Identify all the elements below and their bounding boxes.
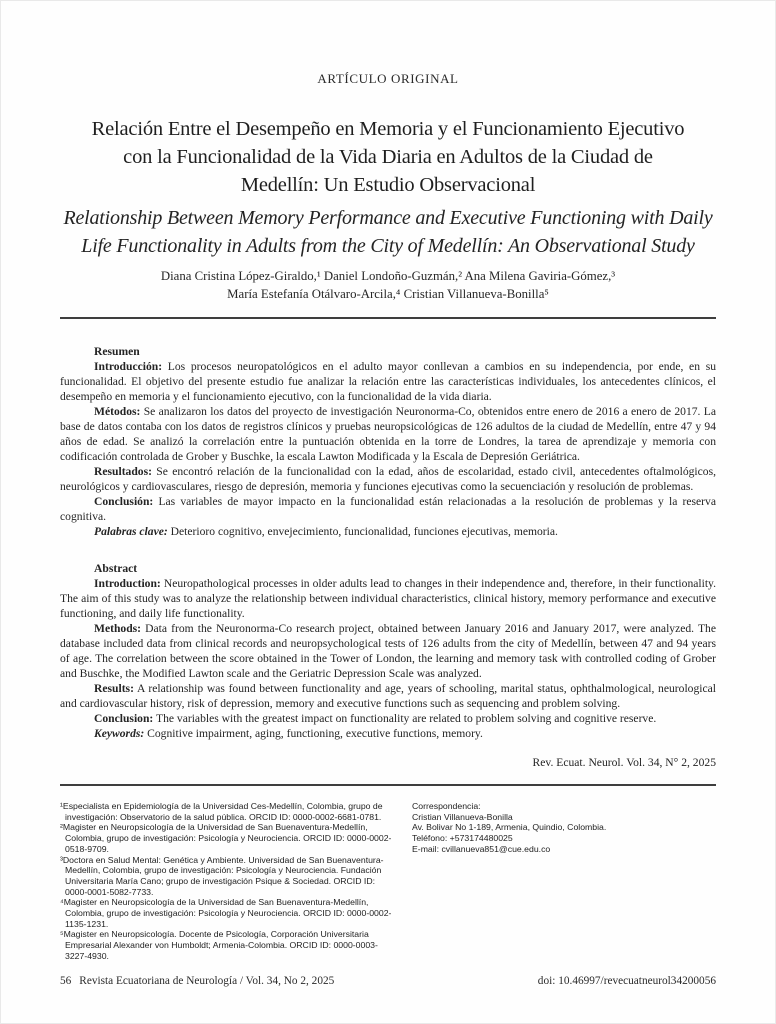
paragraph-text: Se encontró relación de la funcionalidad con la edad, años de escolaridad, estado civil, antecedentes oftalmológicos, neurológicos y cardiovasculares, riesgo de depresión, memoria y funciones ejecutivas como la secuenciación y resolución de problemas. <box>60 465 716 493</box>
journal-name: Revista Ecuatoriana de Neurología / Vol. 34, No 2, 2025 <box>79 975 335 987</box>
article-title-english <box>60 205 716 260</box>
correspondence-address: Av. Bolivar No 1-189, Armenia, Quindio, Colombia. <box>412 822 607 833</box>
doi-text: doi: 10.46997/revecuatneurol34200056 <box>537 975 716 987</box>
authors-line-1: Diana Cristina López-Giraldo,¹ Daniel Londoño-Guzmán,² Ana Milena Gaviria-Gómez,³ <box>160 269 616 283</box>
abstract-paragraph-conclusion <box>60 711 716 726</box>
paragraph-label: Métodos: <box>94 405 141 418</box>
abstracts-container <box>60 344 716 741</box>
correspondence-heading: Correspondencia: <box>412 801 481 811</box>
affiliations-column <box>60 801 394 962</box>
resumen-heading: Resumen <box>94 345 140 358</box>
correspondence-name: Cristian Villanueva-Bonilla <box>412 811 513 822</box>
paragraph-text: Cognitive impairment, aging, functioning, executive functions, memory. <box>147 727 483 740</box>
resumen-section <box>60 344 716 539</box>
correspondence-column <box>412 801 716 962</box>
page-footer <box>60 975 716 987</box>
abstract-section <box>60 561 716 741</box>
paragraph-text: Los procesos neuropatológicos en el adulto mayor conllevan a cambios en su independencia, por ende, en su funcionalidad. El objetivo del presente estudio fue analizar la relación entre las características individuales, los antecedentes clínicos, el desempeño en memoria y el funcionamiento ejecutivo, con la funcionalidad de la vida diaria. <box>60 360 717 403</box>
resumen-paragraph-metodos <box>60 404 716 464</box>
resumen-paragraph-conclusion <box>60 494 716 524</box>
paragraph-label: Resultados: <box>94 465 152 478</box>
footnotes-divider <box>60 784 716 786</box>
affiliation-footnote-3: ³Doctora en Salud Mental: Genética y Ambiente. Universidad de San Buenaventura-Medellín, Colombia, grupo de investigación: Psicología y Neurociencia. Fundación Universitaria María Cano; grupo de investigación Psique & Sociedad. ORCID ID: 0000-0001-5082-7733. <box>60 854 384 897</box>
paragraph-label: Results: <box>94 682 134 695</box>
paragraph-label: Keywords: <box>94 727 145 740</box>
title-en-line-1: Relationship Between Memory Performance and Executive Functioning with Daily <box>63 207 713 229</box>
paragraph-label: Conclusión: <box>94 495 154 508</box>
abstract-paragraph-methods <box>60 621 716 681</box>
title-es-line-1: Relación Entre el Desempeño en Memoria y el Funcionamiento Ejecutivo <box>91 118 685 140</box>
paragraph-text: The variables with the greatest impact on functionality are related to problem solving and cognitive reserve. <box>155 712 657 725</box>
paragraph-text: A relationship was found between functionality and age, years of schooling, marital status, ophthalmological, neurological and cardiovascular history, risk of depression, memory and executive functions such as sequencing and problem solving. <box>60 682 717 710</box>
affiliation-footnote-5: ⁵Magister en Neuropsicología. Docente de Psicología, Corporación Universitaria Empresarial Alexander von Humboldt; Armenia-Colombia. ORCID ID: 0000-0003-3227-4930. <box>60 929 378 961</box>
abstract-paragraph-results <box>60 681 716 711</box>
abstract-paragraph-introduction <box>60 576 716 621</box>
paragraph-label: Palabras clave: <box>94 525 168 538</box>
affiliation-footnote-2: ²Magister en Neuropsicología de la Universidad de San Buenaventura-Medellín, Colombia, grupo de investigación: Psicología y Neurociencia. ORCID ID: 0000-0002-0518-9709. <box>60 822 392 854</box>
title-en-line-2: Life Functionality in Adults from the City of Medellín: An Observational Study <box>81 234 695 257</box>
paragraph-text: Data from the Neuronorma-Co research project, obtained between January 2016 and January 2017, were analyzed. The database included data from clinical records and neuropsychological tests of 126 adults from the city of Medellín, between 47 and 94 years of age. The correlation between the score obtained in the Tower of London, the learning and memory task with controlled coding of Grober and Buschke, the Modified Lawton scale and the Geriatric Depression Scale was analyzed. <box>60 622 716 680</box>
author-list <box>60 268 716 303</box>
paragraph-text: Neuropathological processes in older adults lead to changes in their independence and, therefore, in their functionality. The aim of this study was to analyze the relationship between individual characteristics, clinical history, memory performance and executive functioning, and daily life functionality. <box>60 577 717 620</box>
abstract-heading: Abstract <box>94 562 138 575</box>
page-number: 56 <box>60 975 72 987</box>
paragraph-text: Se analizaron los datos del proyecto de investigación Neuronorma-Co, obtenidos entre enero de 2016 a enero de 2017. La base de datos contaba con los datos de registros clínicos y pruebas neuropsicológicas de 126 adultos de la ciudad de Medellín, entre 47 y 94 años de edad. Se analizó la correlación entre la puntuación obtenida en la torre de Londres, la tarea de aprendizaje y memoria con codificación controlada de Grober y Buschke, la escala Lawton Modificada y la Escala de Depresión Geriátrica. <box>60 405 716 463</box>
paragraph-label: Introducción: <box>94 360 163 373</box>
correspondence-email: E-mail: cvillanueva851@cue.edu.co <box>412 843 551 854</box>
footnotes-block <box>60 801 716 962</box>
resumen-paragraph-introduccion <box>60 359 716 404</box>
paragraph-text: Las variables de mayor impacto en la funcionalidad están relacionadas a la resolución de problemas y la reserva cognitiva. <box>60 495 716 523</box>
abstract-paragraph-keywords <box>60 726 716 741</box>
journal-citation: Rev. Ecuat. Neurol. Vol. 34, N° 2, 2025 <box>532 756 716 769</box>
title-es-line-3: Medellín: Un Estudio Observacional <box>240 174 536 196</box>
affiliation-footnote-4: ⁴Magister en Neuropsicología de la Universidad de San Buenaventura-Medellín, Colombia, grupo de investigación: Psicología y Neurociencia. ORCID ID: 0000-0002-1135-1231. <box>60 897 392 929</box>
paragraph-label: Methods: <box>94 622 142 635</box>
correspondence-phone: Teléfono: +573174480025 <box>412 833 513 844</box>
header-divider <box>60 317 716 319</box>
article-title-spanish <box>60 115 716 199</box>
resumen-paragraph-resultados <box>60 464 716 494</box>
paragraph-label: Conclusion: <box>94 712 154 725</box>
paragraph-text: Deterioro cognitivo, envejecimiento, funcionalidad, funciones ejecutivas, memoria. <box>170 525 558 538</box>
affiliation-footnote-1: ¹Especialista en Epidemiología de la Universidad Ces-Medellín, Colombia, grupo de investigación: Observatorio de la salud pública. ORCID ID: 0000-0002-6681-0781. <box>60 801 383 822</box>
footer-left <box>60 975 334 987</box>
paragraph-label: Introduction: <box>94 577 161 590</box>
authors-line-2: María Estefanía Otálvaro-Arcila,⁴ Cristian Villanueva-Bonilla⁵ <box>227 286 549 301</box>
resumen-paragraph-palabras-clave <box>60 524 716 539</box>
title-es-line-2: con la Funcionalidad de la Vida Diaria en Adultos de la Ciudad de <box>123 146 653 168</box>
article-type-kicker: ARTÍCULO ORIGINAL <box>317 71 459 86</box>
